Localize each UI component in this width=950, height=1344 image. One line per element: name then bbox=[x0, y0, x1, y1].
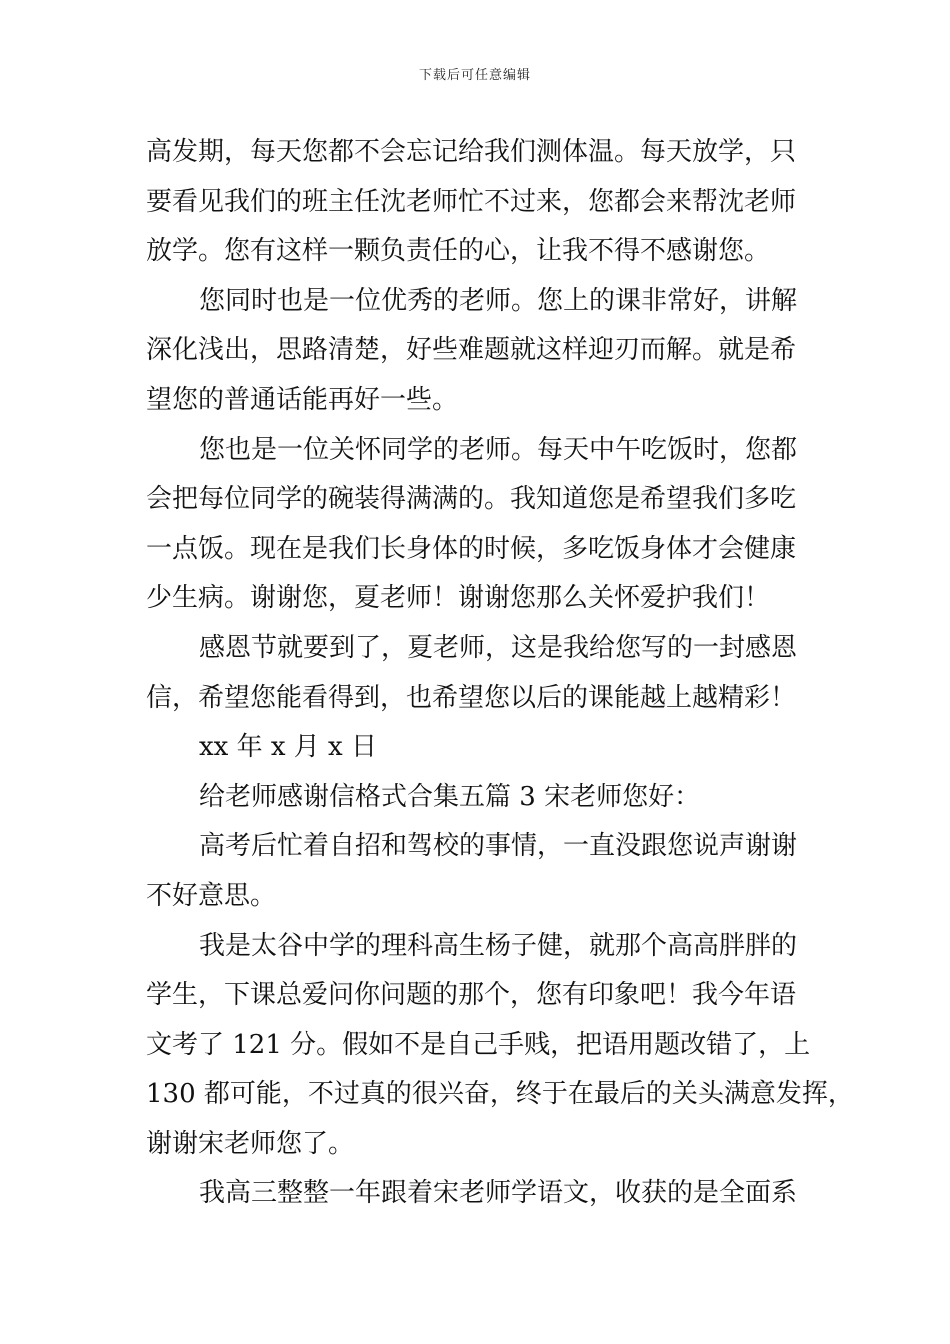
text-line: 谢谢宋老师您了。 bbox=[146, 1128, 355, 1159]
date-line: xx 年 x 月 x 日 bbox=[199, 732, 377, 763]
text-line: 我是太谷中学的理科高生杨子健，就那个高高胖胖的 bbox=[199, 930, 798, 961]
text-line: 望您的普通话能再好一些。 bbox=[146, 384, 459, 415]
page-header-note: 下载后可任意编辑 bbox=[418, 68, 531, 83]
text-line: 130 都可能，不过真的很兴奋，终于在最后的关头满意发挥， bbox=[146, 1079, 854, 1110]
text-line: 放学。您有这样一颗负责任的心，让我不得不感谢您。 bbox=[146, 236, 771, 267]
text-line: 信，希望您能看得到，也希望您以后的课能越上越精彩！ bbox=[146, 682, 797, 713]
text-line: 我高三整整一年跟着宋老师学语文，收获的是全面系 bbox=[199, 1178, 798, 1209]
text-line: 文考了 121 分。假如不是自己手贱，把语用题改错了，上 bbox=[146, 1029, 811, 1060]
text-line: 一点饭。现在是我们长身体的时候，多吃饭身体才会健康 bbox=[146, 533, 797, 564]
document-body bbox=[146, 128, 854, 1219]
text-line: 高考后忙着自招和驾校的事情，一直没跟您说声谢谢 bbox=[199, 831, 798, 862]
text-line: 要看见我们的班主任沈老师忙不过来，您都会来帮沈老师 bbox=[146, 186, 797, 217]
text-line: 您也是一位关怀同学的老师。每天中午吃饭时，您都 bbox=[199, 434, 798, 465]
text-line: 不好意思。 bbox=[146, 880, 277, 911]
text-line: 学生，下课总爱问你问题的那个，您有印象吧！我今年语 bbox=[146, 980, 797, 1011]
text-line: 少生病。谢谢您，夏老师！谢谢您那么关怀爱护我们！ bbox=[146, 583, 771, 614]
text-line: 会把每位同学的碗装得满满的。我知道您是希望我们多吃 bbox=[146, 484, 797, 515]
letter-greeting: 给老师感谢信格式合集五篇 3 宋老师您好： bbox=[199, 781, 701, 812]
text-line: 您同时也是一位优秀的老师。您上的课非常好，讲解 bbox=[199, 285, 798, 316]
text-line: 深化浅出，思路清楚，好些难题就这样迎刃而解。就是希 bbox=[146, 335, 797, 366]
text-line: 感恩节就要到了，夏老师，这是我给您写的一封感恩 bbox=[199, 632, 798, 663]
text-line: 高发期，每天您都不会忘记给我们测体温。每天放学，只 bbox=[146, 137, 797, 167]
